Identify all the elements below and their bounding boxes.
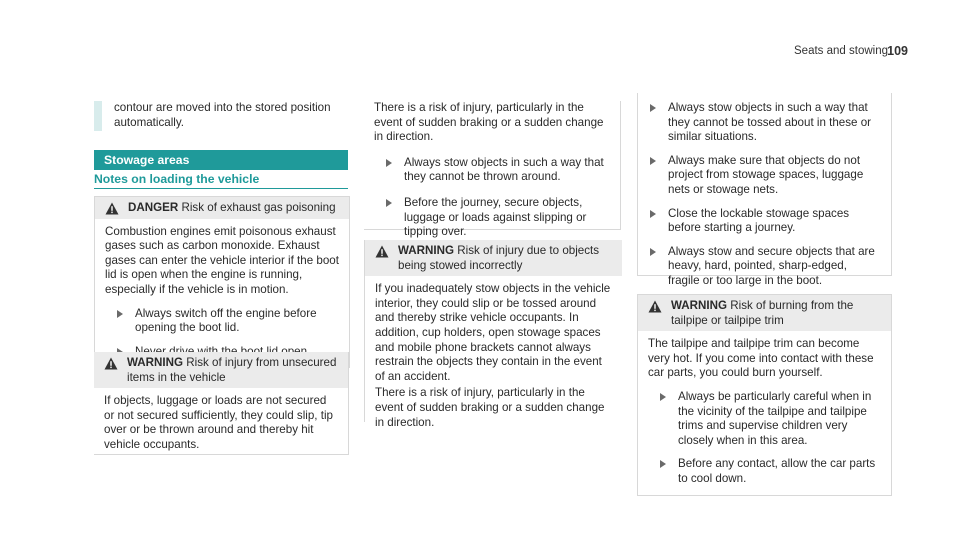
list-item: Always stow and secure objects that are heavy, hard, pointed, sharp-edged, fragile or too large in the boot. xyxy=(638,245,881,289)
warning-body: If objects, luggage or loads are not secured or not secured sufficiently, they could slip, tip over or be thrown around and thereby hit vehicle occupants. xyxy=(104,394,333,451)
warning-title: Risk of injury due to objects being stowed incorrectly xyxy=(398,244,600,272)
warning-box-2 xyxy=(364,240,622,429)
list-item: Always stow objects in such a way that they cannot be tossed about in these or similar situations. xyxy=(638,101,881,145)
running-header: Seats and stowing xyxy=(794,45,888,57)
danger-body: Combustion engines emit poisonous exhaust gases such as carbon monoxide. Exhaust gases can enter the vehicle interior if the boot lid is open when the engine is running, especially if the vehicle is in motion. xyxy=(105,224,339,296)
warning-title: Risk of injury from unsecured items in the vehicle xyxy=(127,356,337,384)
danger-label: DANGER xyxy=(128,201,179,214)
warning-body: If you inadequately stow objects in the vehicle interior, they could slip or be tossed around and thereby strike vehicle occupants. In addition, cup holders, open stowage spaces and mobile phone brackets cannot always restrain the objects they contain in the event of an accident. xyxy=(375,282,611,383)
danger-title: Risk of exhaust gas poisoning xyxy=(181,201,336,214)
subsection-title: Notes on loading the vehicle xyxy=(94,172,260,186)
warning-triangle-icon xyxy=(104,357,118,370)
bullet-arrow-icon xyxy=(386,199,392,207)
bullet-arrow-icon xyxy=(660,393,666,401)
list-item: Always be particularly careful when in the vicinity of the tailpipe and tailpipe trims and supervise children very closely when in this area. xyxy=(648,390,881,448)
page-number: 109 xyxy=(887,44,908,58)
bullet-arrow-icon xyxy=(650,157,656,165)
danger-box-header xyxy=(95,197,349,219)
section-title: Stowage areas xyxy=(104,153,190,167)
warning-label: WARNING xyxy=(671,299,728,312)
warning-body: There is a risk of injury, particularly in the event of sudden braking or a sudden change in direction. xyxy=(375,386,605,429)
warning-title: Risk of burning from the tailpipe or tailpipe trim xyxy=(671,299,854,327)
warning-box-1 xyxy=(94,352,349,455)
bullet-arrow-icon xyxy=(660,460,666,468)
danger-box xyxy=(94,196,350,368)
col3-continuation xyxy=(637,93,892,287)
risk-text: There is a risk of injury, particularly in the event of sudden braking or a sudden change in direction. xyxy=(374,101,604,144)
list-item: Always make sure that objects do not project from stowage spaces, luggage nets or stowage nets. xyxy=(638,154,881,198)
bullet-arrow-icon xyxy=(650,104,656,112)
continuation-bar xyxy=(94,101,102,131)
list-item: Always switch off the engine before opening the boot lid. xyxy=(105,307,339,336)
warning-label: WARNING xyxy=(398,244,455,257)
warning-triangle-icon xyxy=(105,202,119,215)
list-item: Close the lockable stowage spaces before starting a journey. xyxy=(638,207,881,236)
list-item: Before any contact, allow the car parts to cool down. xyxy=(648,457,881,486)
bullet-arrow-icon xyxy=(117,310,123,318)
bullet-arrow-icon xyxy=(650,248,656,256)
warning-box-3-header xyxy=(638,295,891,331)
warning-triangle-icon xyxy=(648,300,662,313)
bullet-arrow-icon xyxy=(386,159,392,167)
warning-label: WARNING xyxy=(127,356,184,369)
bullet-arrow-icon xyxy=(650,210,656,218)
subsection-rule xyxy=(94,188,348,189)
warning-body: The tailpipe and tailpipe trim can become very hot. If you come into contact with these car parts, you could burn yourself. xyxy=(648,337,874,380)
col2-continuation xyxy=(364,101,621,239)
list-item: Before the journey, secure objects, luggage or loads against slipping or tipping over. xyxy=(374,196,610,240)
warning-box-2-header xyxy=(365,240,622,276)
intro-text: contour are moved into the stored position automatically. xyxy=(114,101,331,129)
warning-box-1-header xyxy=(94,352,348,388)
warning-triangle-icon xyxy=(375,245,389,258)
warning-box-3 xyxy=(637,294,892,496)
list-item: Always stow objects in such a way that they cannot be thrown around. xyxy=(374,156,610,185)
